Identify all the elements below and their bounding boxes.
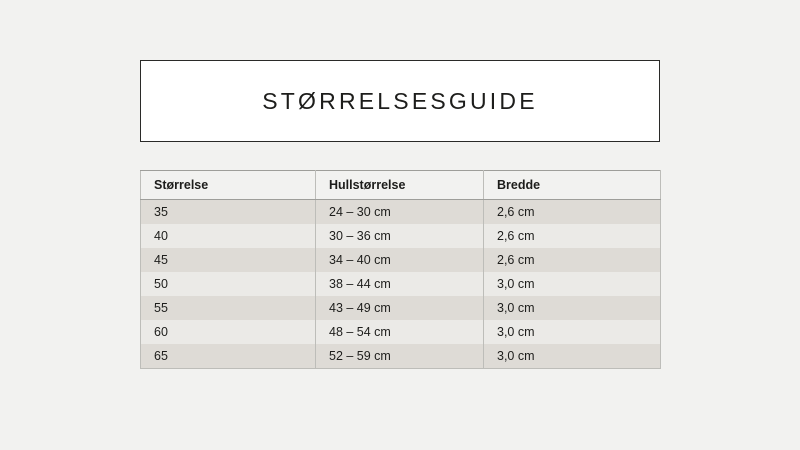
cell-hole-size: 43 – 49 cm <box>316 296 484 320</box>
cell-width: 2,6 cm <box>484 248 661 272</box>
column-header-hole-size: Hullstørrelse <box>316 171 484 200</box>
table-row <box>141 320 661 344</box>
cell-hole-size: 52 – 59 cm <box>316 344 484 369</box>
table-row <box>141 224 661 248</box>
cell-hole-size: 48 – 54 cm <box>316 320 484 344</box>
table-header-row <box>141 171 661 200</box>
cell-width: 3,0 cm <box>484 320 661 344</box>
cell-width: 3,0 cm <box>484 272 661 296</box>
page-title: STØRRELSESGUIDE <box>262 87 538 114</box>
cell-hole-size: 24 – 30 cm <box>316 200 484 225</box>
table-row <box>141 272 661 296</box>
cell-size: 65 <box>141 344 316 369</box>
cell-size: 35 <box>141 200 316 225</box>
cell-hole-size: 30 – 36 cm <box>316 224 484 248</box>
table-row <box>141 344 661 369</box>
cell-width: 3,0 cm <box>484 296 661 320</box>
table-row <box>141 248 661 272</box>
column-header-size: Størrelse <box>141 171 316 200</box>
table-body <box>141 200 661 369</box>
cell-width: 3,0 cm <box>484 344 661 369</box>
cell-hole-size: 34 – 40 cm <box>316 248 484 272</box>
column-header-width: Bredde <box>484 171 661 200</box>
cell-size: 45 <box>141 248 316 272</box>
cell-size: 40 <box>141 224 316 248</box>
table-row <box>141 200 661 225</box>
cell-width: 2,6 cm <box>484 224 661 248</box>
table-row <box>141 296 661 320</box>
cell-size: 55 <box>141 296 316 320</box>
cell-hole-size: 38 – 44 cm <box>316 272 484 296</box>
cell-size: 50 <box>141 272 316 296</box>
cell-width: 2,6 cm <box>484 200 661 225</box>
size-guide-table <box>140 170 661 369</box>
table-header <box>141 171 661 200</box>
cell-size: 60 <box>141 320 316 344</box>
title-box <box>140 60 660 142</box>
